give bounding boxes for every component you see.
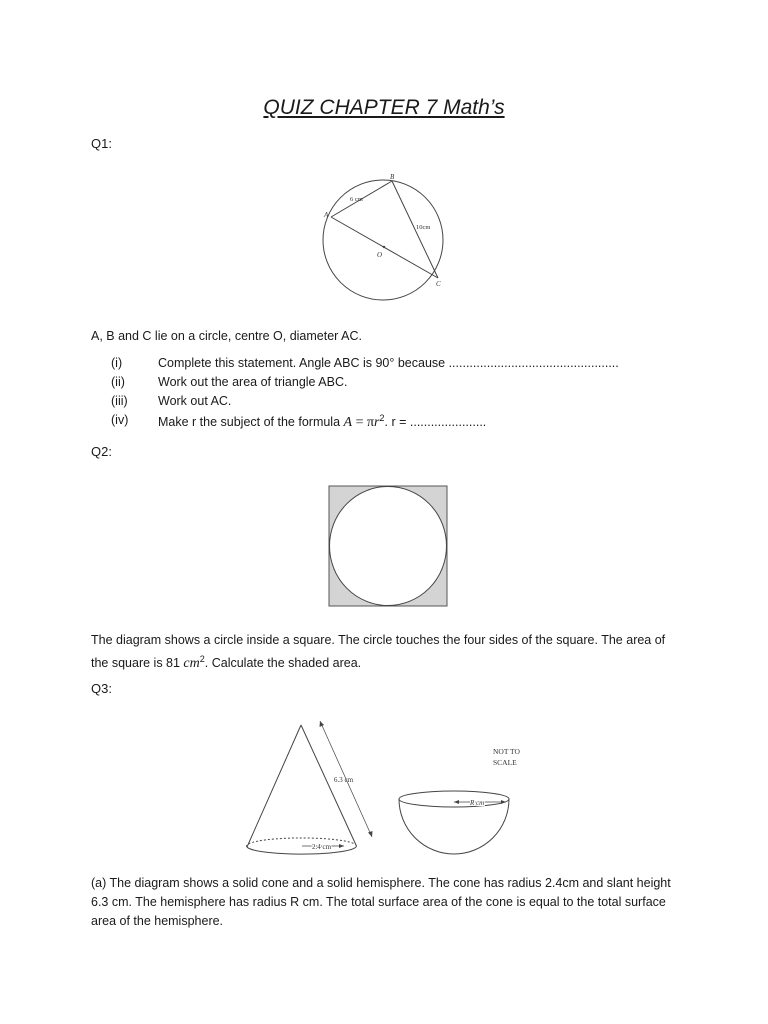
- q1-part-text: Make r the subject of the formula $A = \pi r^2$. r = ......................: [158, 413, 487, 431]
- q1-part-number: (ii): [111, 375, 125, 389]
- q3-cone-hemisphere-diagram: [240, 715, 530, 860]
- formula-exponent: 2: [379, 413, 385, 423]
- slant-height-label: 6.3 cm: [334, 776, 354, 784]
- q1-label-a: A: [324, 211, 329, 219]
- q1-label-c: C: [436, 280, 441, 288]
- q1-part-3: [111, 394, 619, 413]
- unit-cm: cm: [183, 656, 200, 672]
- q3-label: Q3:: [91, 681, 112, 696]
- q2-square-circle-diagram: [328, 485, 449, 608]
- q1-part-4: [111, 413, 619, 432]
- q1-label: Q1:: [91, 136, 112, 151]
- slant-arrowhead-top: [320, 721, 325, 727]
- formula-variable-a: A: [343, 415, 353, 431]
- page-title: QUIZ CHAPTER 7 Math’s: [263, 96, 505, 119]
- not-to-scale-line2: SCALE: [493, 758, 517, 767]
- q1-label-b: B: [390, 173, 395, 181]
- cone-radius-label: 2.4 cm: [312, 843, 332, 851]
- q3-text: (a) The diagram shows a solid cone and a solid hemisphere. The cone has radius 2.4cm and slant height 6.3 cm. The hemisphere has radius R cm. The total surface area of the cone is equal to the total surface area of the hemisphere.: [91, 876, 671, 928]
- q1-part-2: [111, 375, 619, 394]
- formula-answer-line: . r = ......................: [384, 415, 487, 430]
- formula-equals-pi: = π: [352, 415, 375, 431]
- q1-intro: A, B and C lie on a circle, centre O, diameter AC.: [91, 329, 362, 343]
- q1-part-1: [111, 356, 619, 375]
- q1-length-ab: 6 cm: [350, 196, 363, 203]
- not-to-scale-line1: NOT TO: [493, 747, 520, 756]
- q1-circle: [323, 180, 443, 300]
- q1-parts-list: [111, 356, 619, 432]
- q2-text: The diagram shows a circle inside a square. The circle touches the four sides of the square. The area of the square is 81 $cm^2$. Calculate the shaded area.: [91, 633, 666, 672]
- formula-variable-r: r: [374, 415, 380, 431]
- hemisphere-arrowhead-left: [454, 800, 459, 804]
- unit-exponent: 2: [199, 654, 205, 664]
- hemisphere-arrowhead-right: [501, 800, 506, 804]
- q2-inscribed-circle: [330, 487, 447, 606]
- q1-part-number: (iv): [111, 413, 129, 427]
- cone-radius-arrowhead: [339, 844, 344, 848]
- q1-part-text: Work out AC.: [158, 394, 232, 408]
- q1-centre-dot: [383, 246, 385, 248]
- hemisphere-radius-label: R cm: [470, 799, 485, 807]
- q1-part-text: Work out the area of triangle ABC.: [158, 375, 348, 389]
- q1-chord-bc: [392, 181, 438, 278]
- q1-part-number: (iii): [111, 394, 128, 408]
- q1-part-text: Complete this statement. Angle ABC is 90° because .................................................: [158, 356, 619, 370]
- q1-circle-diagram: [310, 170, 460, 310]
- q1-label-o: O: [377, 251, 383, 259]
- hemisphere-rim: [399, 791, 509, 807]
- q1-part-number: (i): [111, 356, 123, 370]
- cone-left-side: [247, 725, 301, 847]
- q1-length-bc: 10cm: [416, 224, 431, 231]
- cone-right-side: [301, 725, 356, 845]
- q2-label: Q2:: [91, 444, 112, 459]
- slant-arrowhead-bottom: [368, 831, 373, 837]
